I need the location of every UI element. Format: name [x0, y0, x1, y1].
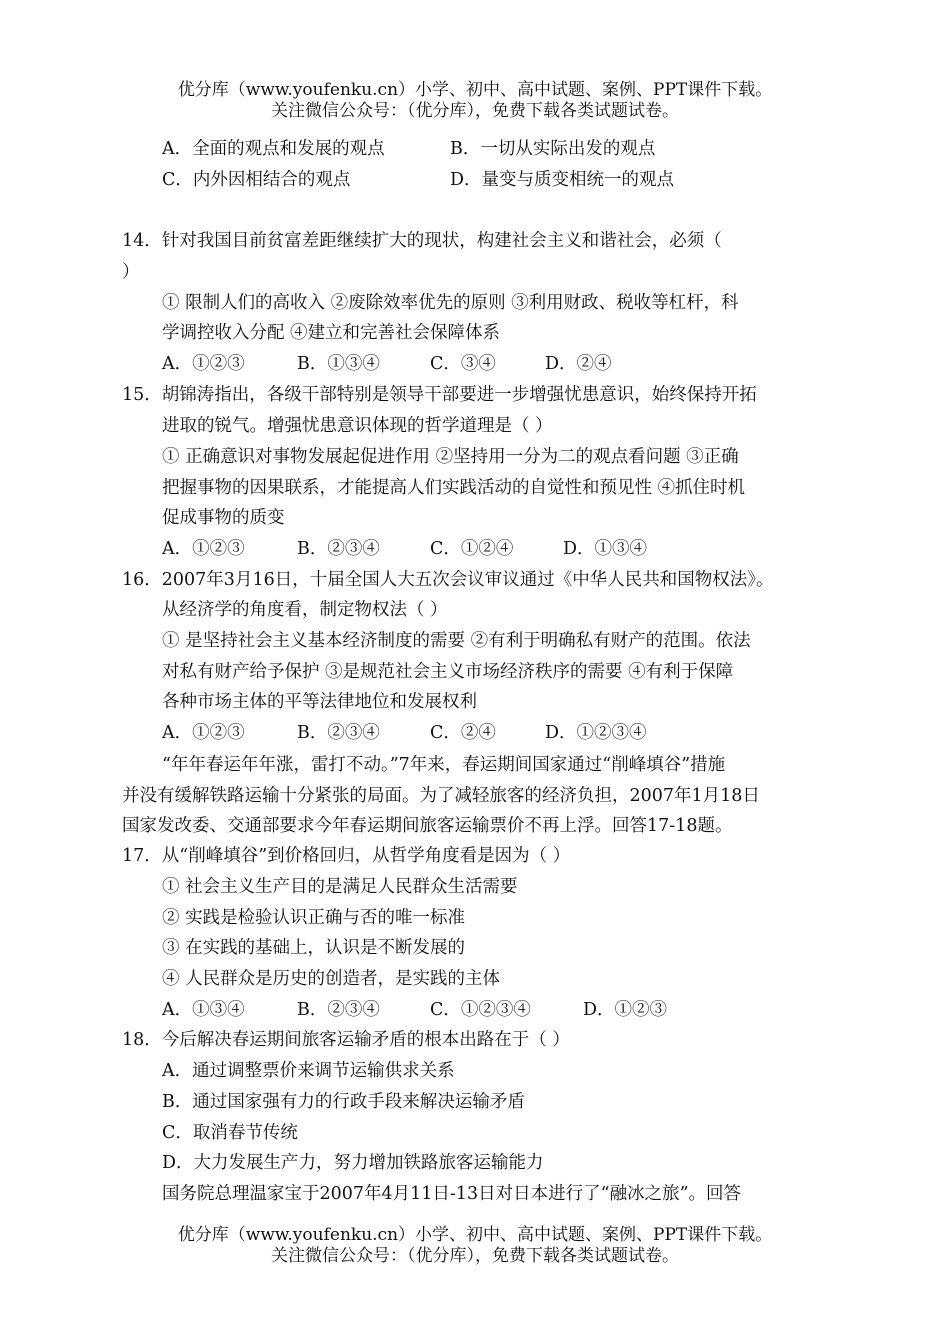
- q15-option-d: D．①③④: [563, 539, 648, 559]
- q14-stem-line-1: 14．针对我国目前贫富差距继续扩大的现状，构建社会主义和谐社会，必须（: [122, 231, 722, 251]
- q18-option-c: C．取消春节传统: [162, 1123, 298, 1143]
- q15-option-a: A．①②③: [162, 539, 245, 559]
- q15-stem-line-1: 15．胡锦涛指出，各级干部特别是领导干部要进一步增强忧患意识，始终保持开拓: [122, 385, 757, 405]
- q15-items-line-2: 把握事物的因果联系，才能提高人们实践活动的自觉性和预见性 ④抓住时机: [162, 478, 746, 498]
- q16-items-line-1: ① 是坚持社会主义基本经济制度的需要 ②有利于明确私有财产的范围。依法: [162, 631, 751, 651]
- q17-option-a: A．①③④: [162, 1000, 245, 1020]
- q14-option-b: B．①③④: [297, 354, 380, 374]
- q13-option-b: B．一切从实际出发的观点: [450, 139, 656, 159]
- q14-option-a: A．①②③: [162, 354, 245, 374]
- q18-option-b: B．通过国家强有力的行政手段来解决运输矛盾: [162, 1092, 525, 1112]
- q17-item-1: ① 社会主义生产目的是满足人民群众生活需要: [162, 877, 518, 897]
- q16-option-d: D．①②③④: [545, 723, 647, 743]
- q18-option-d: D．大力发展生产力，努力增加铁路旅客运输能力: [162, 1153, 544, 1173]
- q14-items-line-1: ① 限制人们的高收入 ②废除效率优先的原则 ③利用财政、税收等杠杆，科: [162, 293, 739, 313]
- q15-stem-line-2: 进取的锐气。增强忧患意识体现的哲学道理是（ ）: [162, 416, 553, 436]
- q16-option-c: C．②④: [430, 723, 496, 743]
- passage-line-3: 国家发改委、交通部要求今年春运期间旅客运输票价不再上浮。回答17-18题。: [122, 816, 733, 836]
- q16-items-line-3: 各种市场主体的平等法律地位和发展权利: [162, 692, 477, 712]
- page-header-line-1: 优分库（www.youfenku.cn）小学、初中、高中试题、案例、PPT课件下载。: [177, 80, 773, 100]
- q14-option-d: D．②④: [545, 354, 612, 374]
- q18-option-a: A．通过调整票价来调节运输供求关系: [162, 1061, 455, 1081]
- page-footer-line-1: 优分库（www.youfenku.cn）小学、初中、高中试题、案例、PPT课件下载。: [177, 1225, 773, 1245]
- page-footer-line-2: 关注微信公众号：（优分库），免费下载各类试题试卷。: [271, 1246, 679, 1266]
- passage-line-1: “年年春运年年涨，雷打不动。”7年来，春运期间国家通过“削峰填谷”措施: [162, 755, 726, 775]
- q17-item-2: ② 实践是检验认识正确与否的唯一标准: [162, 908, 466, 928]
- q17-stem: 17．从“削峰填谷”到价格回归，从哲学角度看是因为（ ）: [122, 846, 571, 866]
- q15-option-b: B．②③④: [297, 539, 380, 559]
- q15-option-c: C．①②④: [430, 539, 514, 559]
- q16-option-b: B．②③④: [297, 723, 380, 743]
- q16-stem-line-1: 16．2007年3月16日，十届全国人大五次会议审议通过《中华人民共和国物权法》。: [122, 570, 774, 590]
- q17-option-b: B．②③④: [297, 1000, 380, 1020]
- passage-line-2: 并没有缓解铁路运输十分紧张的局面。为了减轻旅客的经济负担，2007年1月18日: [122, 786, 760, 806]
- q15-items-line-3: 促成事物的质变: [162, 508, 285, 528]
- q14-stem-line-2: ）: [122, 262, 140, 282]
- q15-items-line-1: ① 正确意识对事物发展起促进作用 ②坚持用一分为二的观点看问题 ③正确: [162, 447, 739, 467]
- q16-items-line-2: 对私有财产给予保护 ③是规范社会主义市场经济秩序的需要 ④有利于保障: [162, 662, 734, 682]
- q16-stem-line-2: 从经济学的角度看，制定物权法（ ）: [162, 600, 448, 620]
- q17-option-d: D．①②③: [583, 1000, 668, 1020]
- q17-item-3: ③ 在实践的基础上，认识是不断发展的: [162, 938, 466, 958]
- q13-option-a: A．全面的观点和发展的观点: [162, 139, 385, 159]
- q14-option-c: C．③④: [430, 354, 496, 374]
- q17-item-4: ④ 人民群众是历史的创造者，是实践的主体: [162, 969, 501, 989]
- q18-stem: 18．今后解决春运期间旅客运输矛盾的根本出路在于（ ）: [122, 1030, 570, 1050]
- q14-items-line-2: 学调控收入分配 ④建立和完善社会保障体系: [162, 323, 501, 343]
- q13-option-d: D．量变与质变相统一的观点: [450, 170, 675, 190]
- q16-option-a: A．①②③: [162, 723, 245, 743]
- intro-line-next-section: 国务院总理温家宝于2007年4月11日-13日对日本进行了“融冰之旅”。回答: [162, 1184, 742, 1204]
- q17-option-c: C．①②③④: [430, 1000, 531, 1020]
- page-header-line-2: 关注微信公众号：（优分库），免费下载各类试题试卷。: [271, 101, 679, 121]
- q13-option-c: C．内外因相结合的观点: [162, 170, 351, 190]
